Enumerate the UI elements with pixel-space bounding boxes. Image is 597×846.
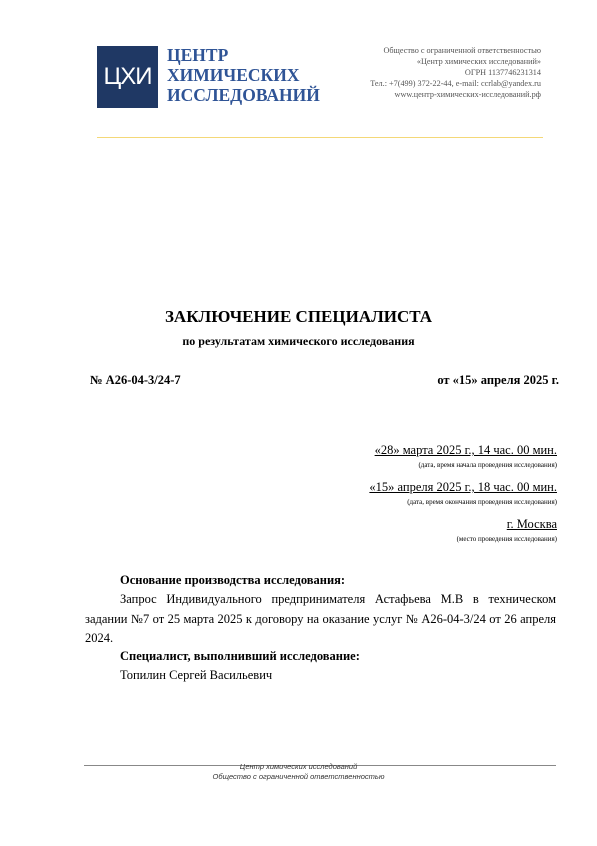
end-datetime: «15» апреля 2025 г., 18 час. 00 мин. (369, 480, 557, 494)
basis-text: Запрос Индивидуального предпринимателя Астафьева М.В в техническом задании №7 от 25 марта 2025 к договору на оказание услуг № А26-04-3/24 от 26 апреля 2024. (85, 592, 556, 645)
header-divider (97, 137, 543, 138)
logo-line-2: ХИМИЧЕСКИХ (167, 65, 300, 85)
logo-line-3: ИССЛЕДОВАНИЙ (167, 85, 320, 105)
specialist-name: Топилин Сергей Васильевич (120, 668, 273, 682)
org-line-2: «Центр химических исследований» (416, 57, 541, 66)
specialist-heading: Специалист, выполнивший исследование: (120, 649, 360, 663)
basis-heading: Основание производства исследования: (120, 573, 346, 587)
footer-line-1: Центр химических исследований (239, 762, 358, 771)
logo-line-1: ЦЕНТР (167, 45, 229, 65)
document-number: № А26-04-3/24-7 (90, 373, 181, 387)
footer-line-2: Общество с ограниченной ответственностью (212, 772, 385, 781)
org-line-5: www.центр-химических-исследований.рф (394, 90, 541, 99)
end-datetime-caption: (дата, время окончания проведения исследования) (407, 498, 557, 506)
logo-letters: ЦХИ (103, 63, 152, 90)
location-caption: (место проведения исследования) (456, 535, 557, 543)
org-line-3: ОГРН 1137746231314 (464, 68, 541, 77)
location: г. Москва (506, 517, 557, 531)
document-subtitle: по результатам химического исследования (182, 334, 415, 348)
org-line-1: Общество с ограниченной ответственностью (383, 46, 541, 55)
document-title: ЗАКЛЮЧЕНИЕ СПЕЦИАЛИСТА (164, 307, 433, 326)
start-datetime: «28» марта 2025 г., 14 час. 00 мин. (374, 443, 557, 457)
org-line-4: Тел.: +7(499) 372-22-44, e-mail: ccrlab@yandex.ru (370, 79, 541, 88)
start-datetime-caption: (дата, время начала проведения исследования) (418, 461, 557, 469)
document-date: от «15» апреля 2025 г. (437, 373, 559, 387)
